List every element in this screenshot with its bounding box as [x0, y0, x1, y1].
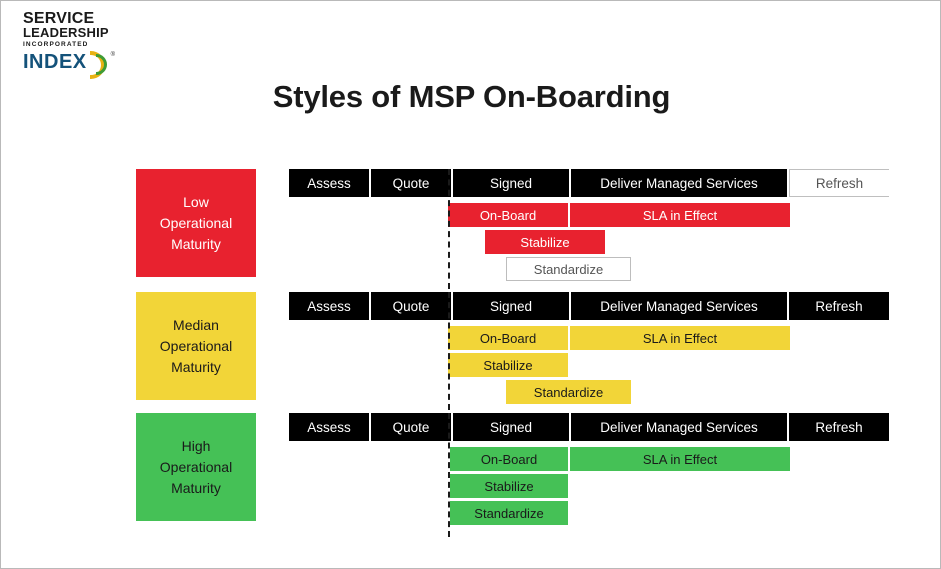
maturity-label-median-line3: Maturity: [171, 358, 221, 375]
bar-low-on-board: On-Board: [448, 203, 568, 227]
logo-text-leadership: LEADERSHIP: [23, 25, 109, 40]
maturity-label-median: [136, 292, 256, 400]
timeline-segment-assess: Assess: [289, 413, 371, 441]
maturity-label-low-line1: Low: [183, 193, 209, 210]
logo-text-service: SERVICE: [23, 10, 95, 27]
timeline-segment-deliver: Deliver Managed Services: [571, 292, 789, 320]
timeline-segment-quote: Quote: [371, 413, 453, 441]
maturity-label-high-line1: High: [181, 437, 211, 454]
timeline-segment-assess: Assess: [289, 169, 371, 197]
maturity-label-low-line3: Maturity: [171, 235, 221, 252]
bar-low-standardize: Standardize: [506, 257, 631, 281]
bar-high-sla-in-effect: SLA in Effect: [570, 447, 790, 471]
maturity-label-low-line2: Operational: [159, 214, 233, 231]
timeline-segment-signed: Signed: [453, 169, 571, 197]
dashed-divider-low: [448, 169, 450, 289]
timeline-segment-quote: Quote: [371, 292, 453, 320]
timeline-segment-quote: Quote: [371, 169, 453, 197]
maturity-label-high-line2: Operational: [159, 458, 233, 475]
bar-high-stabilize: Stabilize: [450, 474, 568, 498]
bar-high-on-board: On-Board: [450, 447, 568, 471]
dashed-divider-high: [448, 413, 450, 537]
logo-text-incorporated: INCORPORATED: [23, 41, 89, 48]
registered-mark: ®: [110, 52, 116, 58]
maturity-label-high-line3: Maturity: [171, 479, 221, 496]
timeline-segment-signed: Signed: [453, 292, 571, 320]
swoosh-icon: [88, 50, 110, 74]
bar-median-on-board: On-Board: [448, 326, 568, 350]
timeline-segment-deliver: Deliver Managed Services: [571, 413, 789, 441]
timeline-segment-refresh: Refresh: [815, 419, 863, 435]
dashed-divider-median: [448, 292, 450, 410]
bar-median-standardize: Standardize: [506, 380, 631, 404]
bar-median-sla-in-effect: SLA in Effect: [570, 326, 790, 350]
timeline-low: [289, 169, 889, 197]
maturity-label-median-line1: Median: [173, 316, 219, 333]
timeline-segment-signed: Signed: [453, 413, 571, 441]
maturity-label-high: [136, 413, 256, 521]
timeline-segment-refresh: Refresh: [815, 298, 863, 314]
page-title: Styles of MSP On-Boarding: [272, 79, 671, 114]
maturity-label-median-line2: Operational: [159, 337, 233, 354]
logo-text-index: INDEX: [23, 50, 87, 73]
timeline-high: [289, 413, 889, 441]
timeline-segment-assess: Assess: [289, 292, 371, 320]
bar-high-standardize: Standardize: [450, 501, 568, 525]
timeline-segment-refresh: Refresh: [789, 169, 889, 197]
service-leadership-logo: [23, 11, 203, 71]
bar-low-sla-in-effect: SLA in Effect: [570, 203, 790, 227]
bar-median-stabilize: Stabilize: [448, 353, 568, 377]
logo-index-row: [23, 50, 203, 74]
bar-low-stabilize: Stabilize: [485, 230, 605, 254]
timeline-median: [289, 292, 889, 320]
timeline-segment-deliver: Deliver Managed Services: [571, 169, 789, 197]
maturity-label-low: [136, 169, 256, 277]
